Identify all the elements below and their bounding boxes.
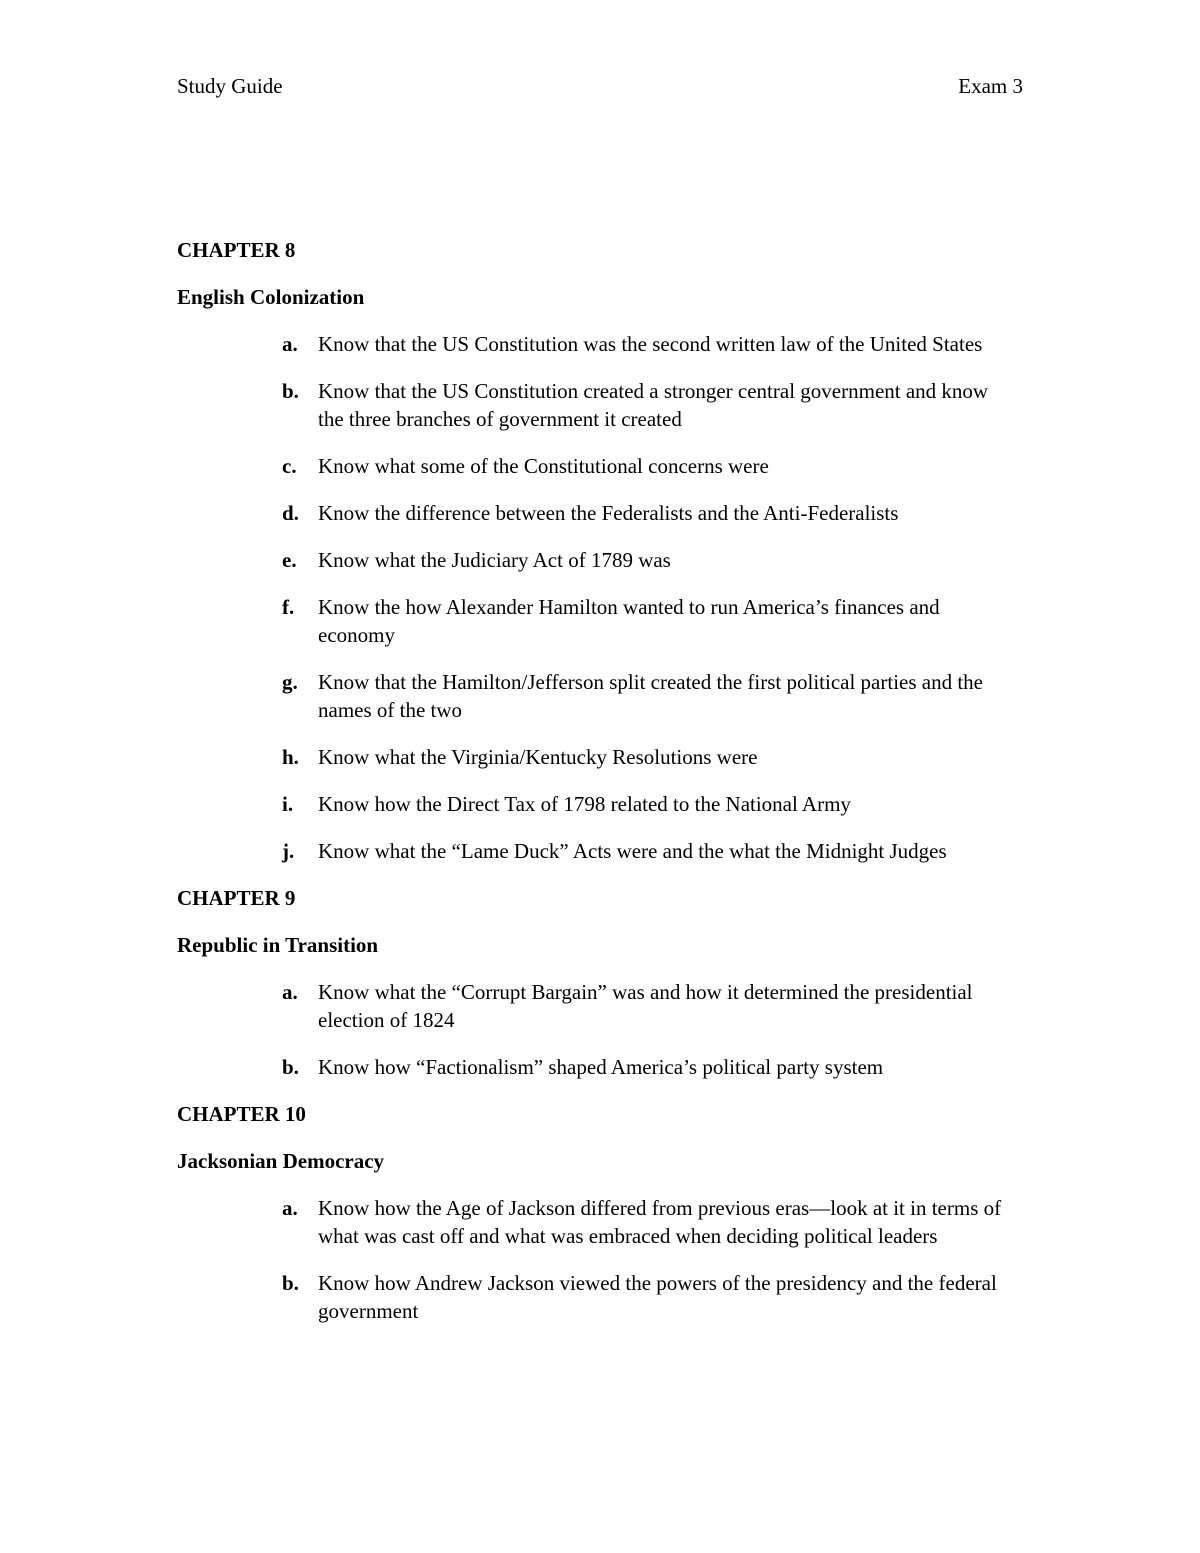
header-left-text: Study Guide (177, 74, 283, 98)
item-text: Know what the Virginia/Kentucky Resolutions were (318, 745, 758, 769)
chapter-heading: CHAPTER 9 (177, 886, 296, 910)
item-text: Know that the Hamilton/Jefferson split created the first political parties and the names of the two (318, 670, 984, 722)
chapter-section (177, 884, 1037, 1081)
item-label: g. (282, 670, 298, 694)
study-item (177, 1269, 1018, 1325)
item-label: d. (282, 501, 299, 525)
chapter-heading: CHAPTER 10 (177, 1102, 306, 1126)
study-item (177, 452, 1018, 480)
item-label: e. (282, 548, 297, 572)
document-body (177, 236, 1037, 1344)
item-text: Know what the “Lame Duck” Acts were and the what the Midnight Judges (318, 839, 947, 863)
item-text: Know what the Judiciary Act of 1789 was (318, 548, 671, 572)
chapter-section (177, 1100, 1037, 1325)
study-item-list (177, 978, 1037, 1081)
section-heading: Jacksonian Democracy (177, 1149, 385, 1173)
item-text: Know that the US Constitution was the second written law of the United States (318, 332, 983, 356)
item-text: Know how Andrew Jackson viewed the powers of the presidency and the federal government (318, 1271, 997, 1323)
item-label: a. (282, 980, 298, 1004)
study-item (177, 546, 1018, 574)
item-label: b. (282, 1055, 299, 1079)
study-item (177, 377, 1018, 433)
study-item (177, 1194, 1018, 1250)
study-item (177, 1053, 1018, 1081)
item-label: b. (282, 379, 299, 403)
study-item (177, 330, 1018, 358)
study-item (177, 593, 1018, 649)
item-text: Know the how Alexander Hamilton wanted to run America’s finances and economy (318, 595, 940, 647)
item-label: b. (282, 1271, 299, 1295)
study-item (177, 743, 1018, 771)
item-text: Know what some of the Constitutional concerns were (318, 454, 769, 478)
header-right-text: Exam 3 (958, 74, 1023, 98)
study-item (177, 790, 1018, 818)
item-label: f. (282, 595, 295, 619)
item-label: a. (282, 1196, 298, 1220)
chapter-heading: CHAPTER 8 (177, 238, 296, 262)
chapter-section (177, 236, 1037, 865)
item-text: Know what the “Corrupt Bargain” was and how it determined the presidential election of 1824 (318, 980, 973, 1032)
item-label: a. (282, 332, 298, 356)
item-text: Know how “Factionalism” shaped America’s political party system (318, 1055, 884, 1079)
item-label: i. (282, 792, 294, 816)
item-text: Know how the Age of Jackson differed from previous eras—look at it in terms of what was cast off and what was embraced when deciding political leaders (318, 1196, 1002, 1248)
study-item-list (177, 1194, 1037, 1325)
section-heading: Republic in Transition (177, 933, 379, 957)
study-item (177, 499, 1018, 527)
item-label: h. (282, 745, 299, 769)
item-label: j. (282, 839, 295, 863)
item-text: Know that the US Constitution created a stronger central government and know the three branches of government it created (318, 379, 989, 431)
item-text: Know how the Direct Tax of 1798 related to the National Army (318, 792, 851, 816)
study-item (177, 668, 1018, 724)
item-label: c. (282, 454, 297, 478)
item-text: Know the difference between the Federalists and the Anti-Federalists (318, 501, 899, 525)
study-item (177, 978, 1018, 1034)
section-heading: English Colonization (177, 285, 365, 309)
study-item (177, 837, 1018, 865)
study-item-list (177, 330, 1037, 865)
